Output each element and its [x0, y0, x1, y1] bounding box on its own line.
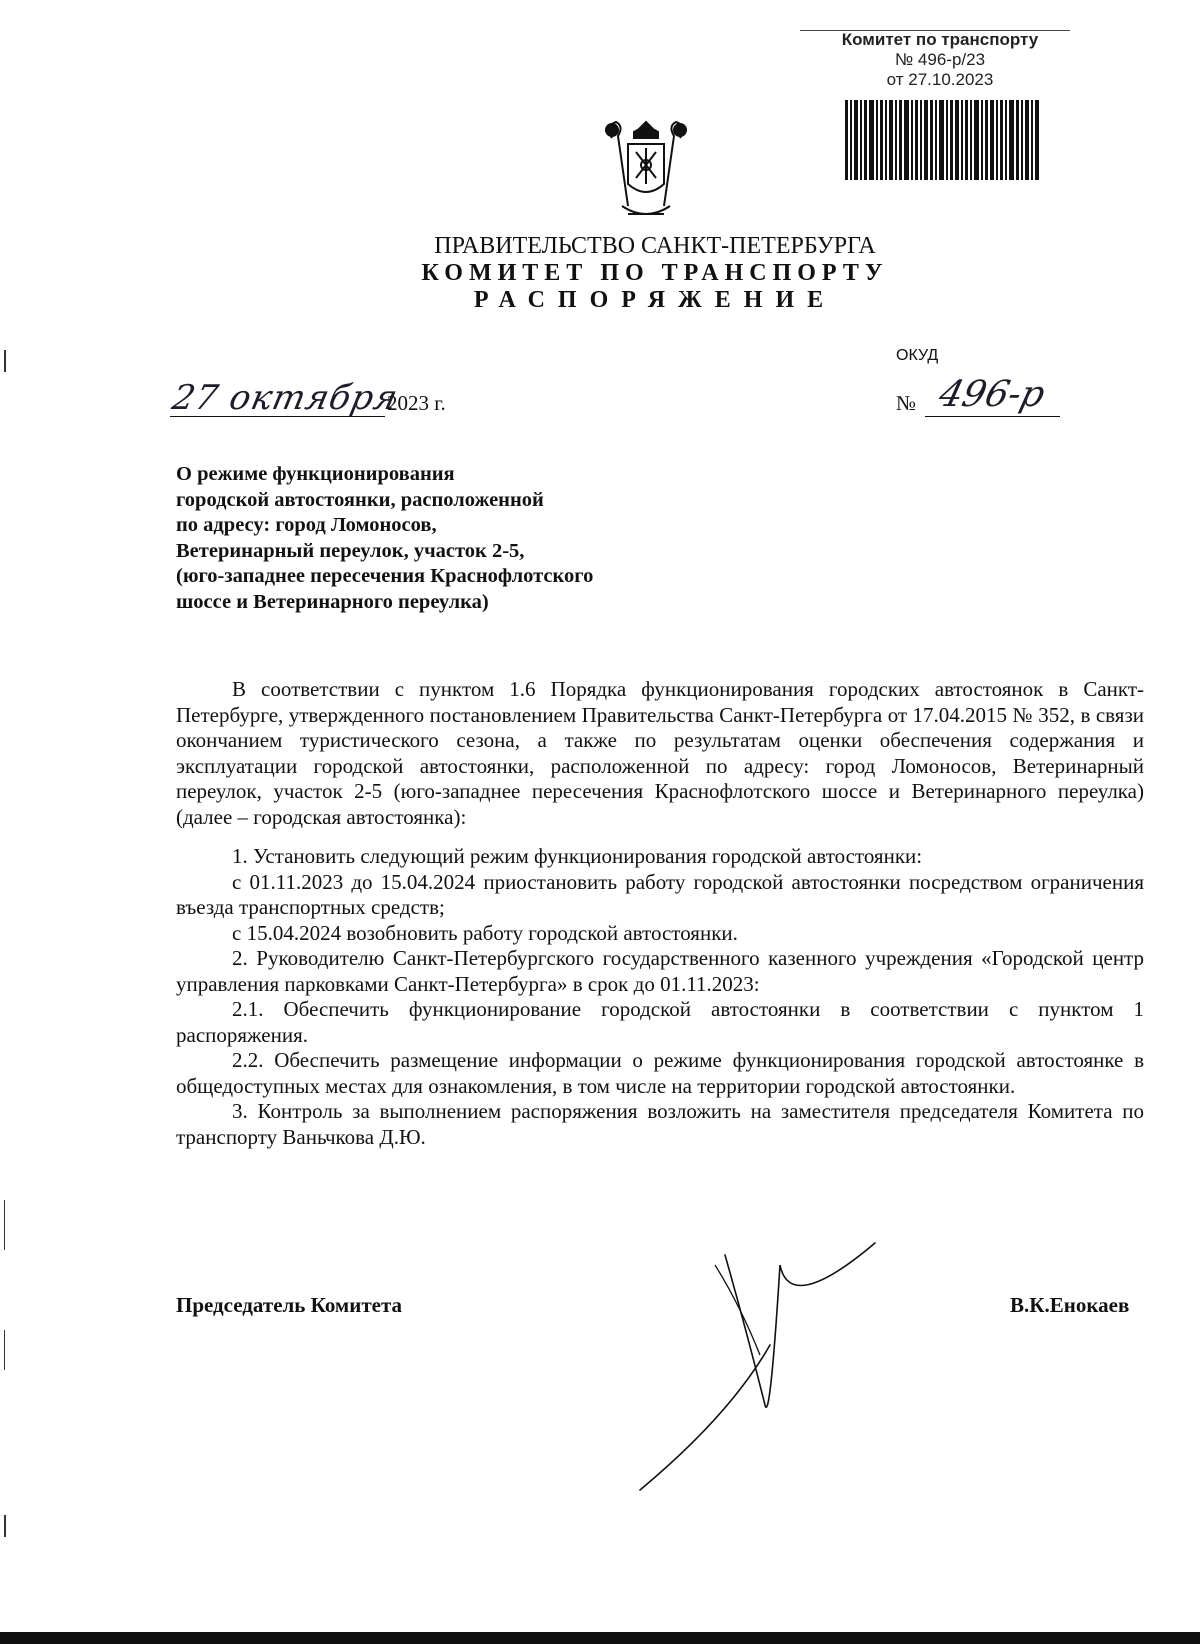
subject-line: (юго-западнее пересечения Краснофлотского	[176, 565, 594, 588]
scan-edge-mark	[4, 1200, 5, 1250]
okud-label: ОКУД	[896, 347, 939, 364]
date-year: 2023 г.	[387, 391, 446, 415]
item-2: 2. Руководителю Санкт-Петербургского государственного казенного учреждения «Городской центр управления парковками Санкт-Петербурга» в срок до 01.11.2023:	[176, 946, 1144, 996]
item-2-2: 2.2. Обеспечить размещение информации о режиме функционирования городской автостоянке в общедоступных местах для ознакомления, в том числе на территории городской автостоянки.	[176, 1048, 1144, 1098]
handwritten-date: 27 октября	[168, 378, 402, 418]
subject-line: О режиме функционирования	[176, 463, 455, 485]
stamp-line-2: № 496-р/23	[894, 50, 986, 69]
document-body	[176, 677, 1144, 1150]
preamble-paragraph: В соответствии с пунктом 1.6 Порядка функционирования городских автостоянок в Санкт-Петербурге, утвержденного постановлением Правительства Санкт-Петербурга от 17.04.2015 № 352, в связи окончанием туристического сезона, а также по результатам оценки обеспечения содержания и эксплуатации городской автостоянки, расположенной по адресу: город Ломоносов, Ветеринарный переулок, участок 2-5 (юго-западнее пересечения Краснофлотского шоссе и Ветеринарного переулка) (далее – городская автостоянка):	[176, 677, 1144, 829]
barcode-icon	[845, 100, 1040, 180]
document-type: РАСПОРЯЖЕНИЕ	[473, 287, 837, 313]
subject-line: по адресу: город Ломоносов,	[176, 514, 437, 537]
registration-stamp	[810, 30, 1070, 90]
number-underline	[925, 416, 1060, 417]
item-1b: с 15.04.2024 возобновить работу городской автостоянки.	[232, 920, 738, 945]
handwritten-number: 496-р	[934, 374, 1050, 415]
government-title: ПРАВИТЕЛЬСТВО САНКТ-ПЕТЕРБУРГА	[434, 233, 876, 259]
subject-line: Ветеринарный переулок, участок 2-5,	[176, 539, 525, 562]
item-3: 3. Контроль за выполнением распоряжения возложить на заместителя председателя Комитета по транспорту Ваньчкова Д.Ю.	[176, 1099, 1144, 1149]
subject-line: шоссе и Ветеринарного переулка)	[176, 590, 489, 613]
scan-edge-mark	[4, 1515, 6, 1537]
date-underline	[170, 416, 385, 417]
signatory-name: В.К.Енокаев	[1010, 1293, 1130, 1317]
number-sign: №	[896, 391, 917, 415]
item-1a: с 01.11.2023 до 15.04.2024 приостановить работу городской автостоянки посредством ограничения въезда транспортных средств;	[176, 869, 1144, 919]
scan-bottom-bar	[0, 1632, 1200, 1644]
item-1: 1. Установить следующий режим функционирования городской автостоянки:	[232, 844, 923, 868]
committee-title: КОМИТЕТ ПО ТРАНСПОРТУ	[421, 260, 889, 286]
scan-edge-mark	[4, 350, 6, 372]
signatory-title: Председатель Комитета	[176, 1293, 403, 1317]
handwritten-signature	[620, 1235, 900, 1505]
coat-of-arms-icon	[598, 118, 694, 224]
stamp-line-3: от 27.10.2023	[886, 70, 994, 89]
subject-line: городской автостоянки, расположенной	[176, 488, 544, 511]
stamp-line-1: Комитет по транспорту	[841, 30, 1039, 49]
item-2-1: 2.1. Обеспечить функционирование городской автостоянки в соответствии с пунктом 1 распоряжения.	[176, 997, 1144, 1047]
document-subject	[176, 462, 696, 616]
scan-edge-mark	[4, 1330, 5, 1370]
